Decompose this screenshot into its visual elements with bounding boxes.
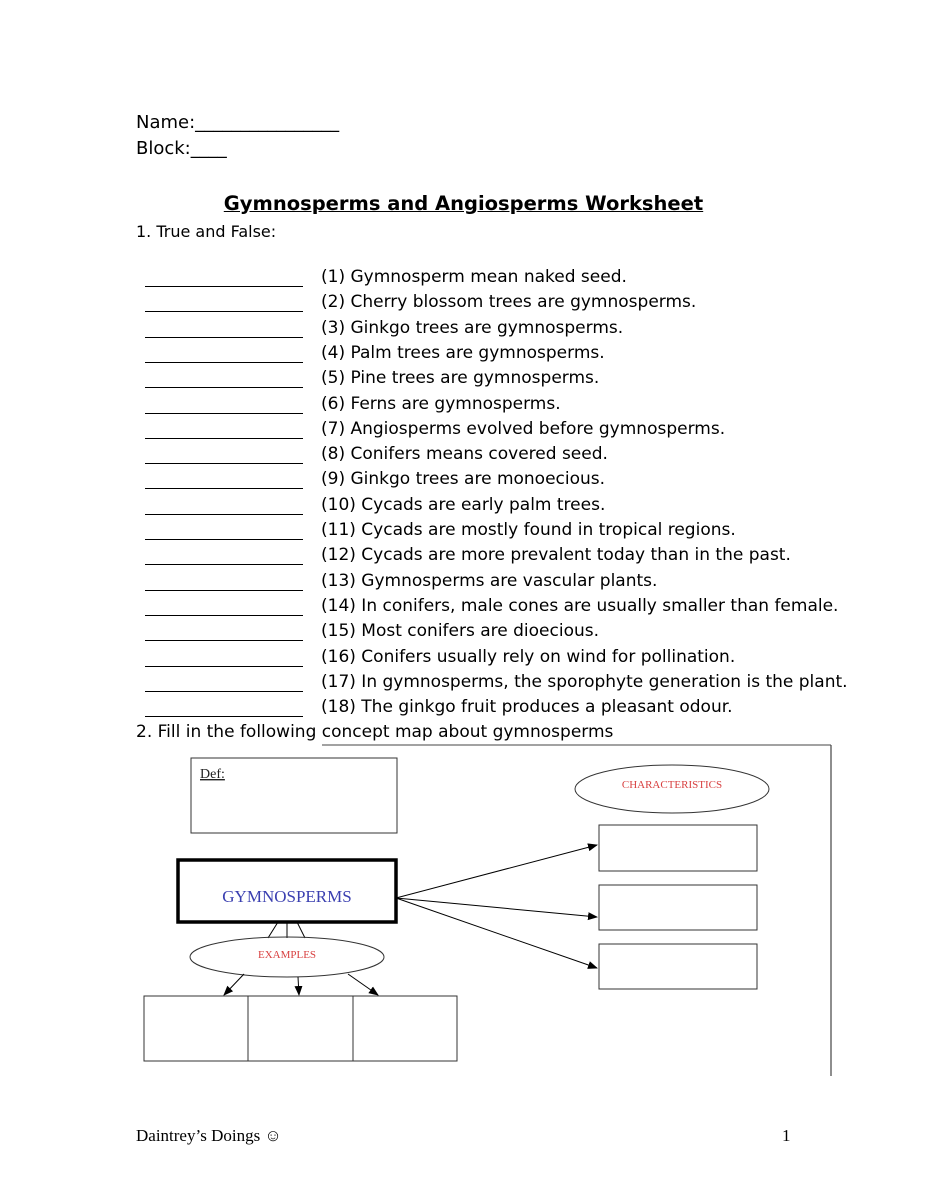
example-box-1[interactable] [144,996,248,1061]
examples-label: EXAMPLES [257,949,317,961]
statement-text: (9) Ginkgo trees are monoecious. [321,469,606,490]
statement-text: (11) Cycads are mostly found in tropical regions. [321,520,736,540]
statement-text: (17) In gymnosperms, the sporophyte generation is the plant. [321,671,848,692]
name-field-label: Name:________________ [136,112,340,133]
definition-label: Def: [200,767,225,782]
statement-text: (18) The ginkgo fruit produces a pleasant odour. [321,697,733,718]
statement-text: (16) Conifers usually rely on wind for pollination. [321,646,736,667]
statement-text: (10) Cycads are early palm trees. [321,494,606,515]
block-field-label: Block:____ [136,138,227,159]
characteristics-label: CHARACTERISTICS [621,779,723,791]
example-box-2[interactable] [248,996,353,1061]
statement-text: (6) Ferns are gymnosperms. [321,393,561,414]
characteristic-box-3[interactable] [599,944,757,989]
gymnosperms-label: GYMNOSPERMS [222,887,352,906]
statement-text: (4) Palm trees are gymnosperms. [321,342,605,363]
worksheet-title: Gymnosperms and Angiosperms Worksheet [223,192,704,215]
arrow-to-characteristic-1 [396,845,597,898]
connector-3 [297,922,305,938]
characteristic-box-1[interactable] [599,825,757,871]
statement-text: (14) In conifers, male cones are usually smaller than female. [321,595,839,616]
page-number: 1 [782,1126,791,1145]
statement-text: (7) Angiosperms evolved before gymnosperms. [321,418,726,439]
statement-text: (13) Gymnosperms are vascular plants. [321,570,658,591]
statement-text: (12) Cycads are more prevalent today than in the past. [321,545,791,566]
footer-author: Daintrey’s Doings ☺ [136,1126,282,1145]
arrow-to-characteristic-2 [396,898,597,917]
arrow-to-example-3 [348,974,378,995]
connector-1 [268,922,278,938]
arrow-to-example-1 [224,974,244,995]
characteristic-box-2[interactable] [599,885,757,930]
statement-text: (8) Conifers means covered seed. [321,444,608,465]
arrow-to-example-2 [298,977,299,995]
section1-heading: 1. True and False: [136,222,277,241]
section2-heading: 2. Fill in the following concept map about gymnosperms [136,722,614,742]
statement-text: (1) Gymnosperm mean naked seed. [321,267,627,287]
example-box-3[interactable] [353,996,457,1061]
statement-text: (15) Most conifers are dioecious. [321,621,600,642]
arrow-to-characteristic-3 [396,898,597,968]
statement-text: (2) Cherry blossom trees are gymnosperms. [321,292,697,313]
statement-text: (3) Ginkgo trees are gymnosperms. [321,317,624,338]
statement-text: (5) Pine trees are gymnosperms. [321,368,600,389]
